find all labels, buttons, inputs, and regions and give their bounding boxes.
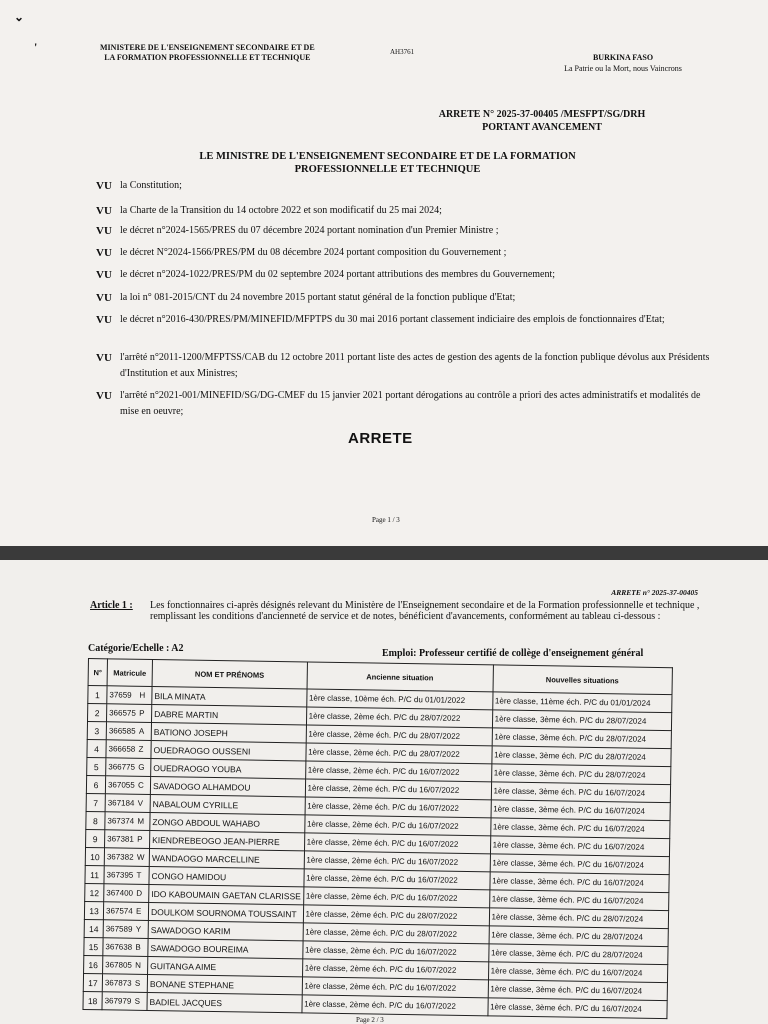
arrete-subject: PORTANT AVANCEMENT (482, 122, 602, 133)
arrete-number: ARRETE N° 2025-37-00405 /MESFPT/SG/DRH (438, 109, 646, 120)
arrete-reference (422, 108, 662, 134)
vu-text: la loi n° 081-2015/CNT du 24 novembre 2015 portant statut général de la fonction publique d'Etat; (120, 292, 516, 303)
ministry-header (100, 43, 315, 63)
matricule (103, 956, 148, 975)
col-header-number: N° (88, 659, 107, 686)
matricule (103, 920, 148, 939)
vu-item (96, 290, 710, 307)
row-number: 16 (84, 955, 103, 973)
matricule-key: T (136, 870, 142, 880)
matricule-number: 367184 (107, 798, 135, 808)
full-name: ZONGO ABDOUL WAHABO (150, 812, 305, 832)
matricule-number: 366575 (109, 708, 136, 718)
row-number: 3 (87, 722, 106, 740)
old-situation: 1ère classe, 2ème éch. P/C du 16/07/2022 (305, 761, 491, 782)
ministry-header-line-1: MINISTERE DE L'ENSEIGNEMENT SECONDAIRE ET DE (100, 43, 315, 52)
matricule-key: P (139, 708, 145, 718)
matricule-key: P (137, 834, 143, 844)
new-situation: 1ère classe, 3ème éch. P/C du 16/07/2024 (489, 872, 668, 893)
country-motto: La Patrie ou la Mort, nous Vaincrons (564, 64, 682, 73)
row-number: 10 (85, 847, 104, 865)
full-name: BADIEL JACQUES (147, 992, 302, 1012)
matricule-number: 37659 (109, 690, 132, 700)
matricule-key: V (137, 798, 144, 808)
matricule (105, 812, 150, 831)
full-name: DOULKOM SOURNOMA TOUSSAINT (148, 902, 303, 922)
document-code: AH3761 (390, 48, 415, 56)
full-name: BONANE STEPHANE (147, 974, 302, 994)
row-number: 14 (84, 919, 103, 937)
row-number: 1 (88, 686, 107, 704)
full-name: BATIONO JOSEPH (151, 723, 306, 743)
matricule-key: D (136, 888, 143, 898)
advancement-table (82, 658, 672, 1019)
matricule-number: 367381 (107, 834, 134, 844)
arrete-reference: ARRETE n° 2025-37-00405 (611, 588, 698, 597)
old-situation: 1ère classe, 10ème éch. P/C du 01/01/2022 (306, 689, 492, 710)
old-situation: 1ère classe, 2ème éch. P/C du 16/07/2022 (304, 815, 490, 836)
new-situation: 1ère classe, 3ème éch. P/C du 28/07/2024 (491, 764, 670, 785)
matricule-number: 367589 (105, 924, 133, 934)
row-number: 6 (86, 775, 105, 793)
vu-label: VU (96, 292, 112, 304)
vu-item (96, 350, 710, 382)
arrete-title: ARRETE (348, 430, 413, 447)
old-situation: 1ère classe, 2ème éch. P/C du 28/07/2022 (305, 743, 491, 764)
vu-text: la Constitution; (120, 180, 182, 191)
page-number: Page 1 / 3 (372, 516, 400, 524)
new-situation: 1ère classe, 3ème éch. P/C du 28/07/2024 (491, 746, 670, 767)
row-number: 9 (86, 829, 105, 847)
old-situation: 1ère classe, 2ème éch. P/C du 28/07/2022 (303, 923, 489, 944)
new-situation: 1ère classe, 3ème éch. P/C du 16/07/2024 (490, 836, 669, 857)
matricule-number: 367873 (104, 978, 132, 988)
vu-text: l'arrêté n°2021-001/MINEFID/SG/DG-CMEF du 15 janvier 2021 portant dérogations au contrôle a priori des actes administratifs et modalités de mise en oeuvre; (120, 390, 701, 417)
matricule-key: Z (138, 744, 144, 754)
new-situation: 1ère classe, 3ème éch. P/C du 16/07/2024 (491, 800, 670, 821)
matricule-key: S (134, 978, 141, 988)
matricule (105, 830, 150, 849)
matricule (107, 686, 152, 705)
vu-label: VU (96, 390, 112, 402)
row-number: 8 (86, 811, 105, 829)
matricule-key: C (137, 780, 144, 790)
old-situation: 1ère classe, 2ème éch. P/C du 16/07/2022 (303, 887, 489, 908)
matricule (104, 884, 149, 903)
row-number: 13 (84, 901, 103, 919)
matricule-number: 367382 (106, 852, 134, 862)
row-number: 12 (85, 883, 104, 901)
matricule (105, 776, 150, 795)
old-situation: 1ère classe, 2ème éch. P/C du 28/07/2022 (306, 707, 492, 728)
article-text: Les fonctionnaires ci-après désignés relevant du Ministère de l'Enseignement secondaire et de la Formation professionnelle et technique , remplissant les conditions d'ancienneté de service et de notes, bénéficient d'avancements, conformément au tableau ci-dessous : (150, 600, 700, 622)
full-name: SAVADOGO ALHAMDOU (150, 776, 305, 796)
matricule-key: G (138, 762, 145, 772)
new-situation: 1ère classe, 3ème éch. P/C du 16/07/2024 (488, 962, 667, 983)
col-header-old-situation: Ancienne situation (307, 662, 493, 692)
old-situation: 1ère classe, 2ème éch. P/C du 16/07/2022 (302, 995, 488, 1016)
new-situation: 1ère classe, 3ème éch. P/C du 28/07/2024 (489, 926, 668, 947)
page-number: Page 2 / 3 (356, 1016, 384, 1024)
new-situation: 1ère classe, 3ème éch. P/C du 16/07/2024 (488, 998, 667, 1019)
row-number: 17 (83, 973, 102, 991)
minister-title: LE MINISTRE DE L'ENSEIGNEMENT SECONDAIRE ET DE LA FORMATION PROFESSIONNELLE ET TECHNIQUE (199, 151, 576, 175)
full-name: DABRE MARTIN (151, 705, 306, 725)
matricule (102, 974, 147, 993)
matricule-number: 366658 (108, 744, 136, 754)
old-situation: 1ère classe, 2ème éch. P/C du 16/07/2022 (305, 797, 491, 818)
old-situation: 1ère classe, 2ème éch. P/C du 28/07/2022 (306, 725, 492, 746)
new-situation: 1ère classe, 3ème éch. P/C du 28/07/2024 (489, 908, 668, 929)
matricule (102, 992, 147, 1011)
emploi: Emploi: Professeur certifié de collège d'enseignement général (382, 648, 644, 659)
full-name: IDO KABOUMAIN GAETAN CLARISSE (149, 884, 304, 904)
vu-text: le décret N°2024-1566/PRES/PM du 08 décembre 2024 portant composition du Gouvernement ; (120, 247, 507, 258)
vu-text: le décret n°2024-1022/PRES/PM du 02 septembre 2024 portant attributions des membres du Gouvernement; (120, 269, 556, 280)
new-situation: 1ère classe, 3ème éch. P/C du 16/07/2024 (488, 980, 667, 1001)
row-number: 4 (87, 739, 106, 757)
vu-item (96, 203, 710, 220)
matricule (104, 848, 149, 867)
old-situation: 1ère classe, 2ème éch. P/C du 16/07/2022 (302, 977, 488, 998)
row-number: 15 (84, 937, 103, 955)
page-2 (0, 560, 768, 1024)
matricule-key: S (134, 996, 141, 1006)
ministry-header-line-2: LA FORMATION PROFESSIONNELLE ET TECHNIQUE (104, 53, 311, 62)
matricule (105, 794, 150, 813)
matricule-number: 367374 (107, 816, 135, 826)
matricule-number: 367805 (105, 960, 132, 970)
matricule (106, 758, 151, 777)
matricule-key: Y (135, 924, 142, 934)
row-number: 2 (88, 704, 107, 722)
matricule (104, 866, 149, 885)
matricule-key: E (135, 906, 142, 916)
vu-item (96, 178, 710, 195)
matricule-key: A (138, 726, 145, 736)
full-name: WANDAOGO MARCELLINE (149, 848, 304, 868)
vu-label: VU (96, 247, 112, 259)
matricule (103, 902, 148, 921)
vu-text: la Charte de la Transition du 14 octobre 2022 et son modificatif du 25 mai 2024; (120, 205, 442, 216)
row-number: 7 (86, 793, 105, 811)
row-number: 11 (85, 865, 104, 883)
vu-label: VU (96, 180, 112, 192)
old-situation: 1ère classe, 2ème éch. P/C du 16/07/2022 (302, 941, 488, 962)
full-name: GUITANGA AIME (148, 956, 303, 976)
col-header-new-situation: Nouvelles situations (493, 665, 672, 695)
new-situation: 1ère classe, 11ème éch. P/C du 01/01/2024 (492, 692, 671, 713)
vu-label: VU (96, 352, 112, 364)
vu-label: VU (96, 269, 112, 281)
margin-mark: ⌄ (14, 10, 25, 24)
vu-label: VU (96, 205, 112, 217)
matricule (106, 740, 151, 759)
full-name: OUEDRAOGO OUSSENI (151, 741, 306, 761)
country-name: BURKINA FASO (592, 53, 654, 62)
matricule-key: B (135, 942, 141, 952)
vu-item (96, 245, 710, 262)
full-name: SAWADOGO BOUREIMA (148, 938, 303, 958)
matricule-number: 367055 (107, 780, 135, 790)
matricule-key: M (137, 816, 145, 826)
categorie-echelle: Catégorie/Echelle : A2 (88, 643, 184, 654)
article-label: Article 1 : (90, 600, 133, 611)
matricule-number: 367395 (106, 870, 134, 880)
new-situation: 1ère classe, 3ème éch. P/C du 28/07/2024 (492, 710, 671, 731)
col-header-name: NOM ET PRÉNOMS (152, 660, 307, 689)
new-situation: 1ère classe, 3ème éch. P/C du 16/07/2024 (489, 890, 668, 911)
matricule-number: 366585 (108, 726, 136, 736)
country-header (548, 52, 698, 74)
old-situation: 1ère classe, 2ème éch. P/C du 16/07/2022 (304, 869, 490, 890)
vu-item (96, 312, 710, 329)
full-name: NABALOUM CYRILLE (150, 794, 305, 814)
new-situation: 1ère classe, 3ème éch. P/C du 16/07/2024 (490, 854, 669, 875)
matricule-number: 367979 (104, 996, 132, 1006)
matricule-number: 366775 (108, 762, 136, 772)
full-name: SAWADOGO KARIM (148, 920, 303, 940)
vu-label: VU (96, 225, 112, 237)
matricule (107, 704, 152, 723)
matricule-key: W (136, 852, 145, 862)
row-number: 5 (87, 757, 106, 775)
col-header-matricule: Matricule (107, 659, 152, 687)
row-number: 18 (83, 991, 102, 1009)
vu-item (96, 267, 710, 284)
old-situation: 1ère classe, 2ème éch. P/C du 16/07/2022 (304, 833, 490, 854)
matricule-key: N (135, 960, 142, 970)
matricule-key: H (139, 690, 146, 700)
vu-item (96, 223, 710, 240)
old-situation: 1ère classe, 2ème éch. P/C du 16/07/2022 (304, 851, 490, 872)
full-name: KIENDREBEOGO JEAN-PIERRE (150, 830, 305, 850)
vu-label: VU (96, 314, 112, 326)
new-situation: 1ère classe, 3ème éch. P/C du 16/07/2024 (490, 818, 669, 839)
old-situation: 1ère classe, 2ème éch. P/C du 28/07/2022 (303, 905, 489, 926)
matricule-number: 367638 (105, 942, 133, 952)
vu-text: l'arrêté n°2011-1200/MFPTSS/CAB du 12 octobre 2011 portant liste des actes de gestion des agents de la fonction publique dévolus aux Présidents d'Institution et aux Ministres; (120, 352, 710, 379)
matricule-number: 367400 (106, 888, 134, 898)
full-name: BILA MINATA (152, 687, 307, 707)
matricule (106, 722, 151, 741)
full-name: CONGO HAMIDOU (149, 866, 304, 886)
old-situation: 1ère classe, 2ème éch. P/C du 16/07/2022 (302, 959, 488, 980)
full-name: OUEDRAOGO YOUBA (151, 759, 306, 779)
vu-text: le décret n°2024-1565/PRES du 07 décembre 2024 portant nomination d'un Premier Ministre ; (120, 225, 499, 236)
new-situation: 1ère classe, 3ème éch. P/C du 28/07/2024 (492, 728, 671, 749)
vu-text: le décret n°2016-430/PRES/PM/MINEFID/MFPTPS du 30 mai 2016 portant classement indiciaire des emplois de fonctionnaires d'Etat; (120, 314, 665, 325)
margin-mark-2: ' (34, 40, 38, 54)
new-situation: 1ère classe, 3ème éch. P/C du 16/07/2024 (491, 782, 670, 803)
matricule (103, 938, 148, 957)
new-situation: 1ère classe, 3ème éch. P/C du 28/07/2024 (488, 944, 667, 965)
old-situation: 1ère classe, 2ème éch. P/C du 16/07/2022 (305, 779, 491, 800)
matricule-number: 367574 (105, 906, 133, 916)
vu-item (96, 388, 710, 420)
